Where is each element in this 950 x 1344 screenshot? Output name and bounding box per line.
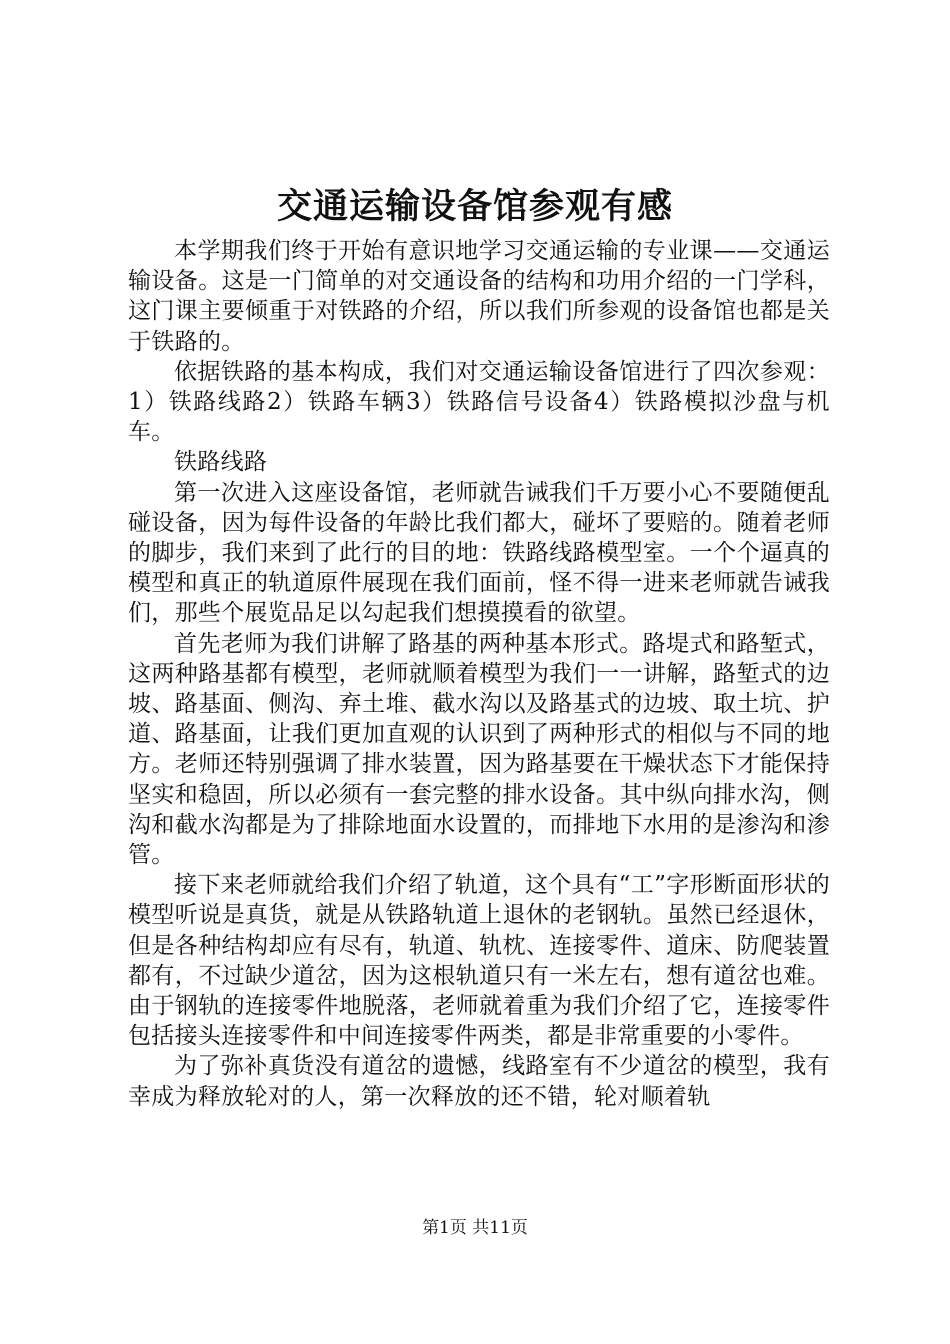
- page-footer: 第1页 共11页: [422, 1218, 528, 1238]
- section-heading: 铁路线路: [174, 449, 268, 476]
- paragraph: 为了弥补真货没有道岔的遗憾，线路室有不少道岔的模型，我有幸成为释放轮对的人，第一次释放的还不错，轮对顺着轨: [128, 1053, 830, 1110]
- paragraph: 第一次进入这座设备馆，老师就告诫我们千万要小心不要随便乱碰设备，因为每件设备的年龄比我们都大，碰坏了要赔的。随着老师的脚步，我们来到了此行的目的地：铁路线路模型室。一个个逼真的模型和真正的轨道原件展现在我们面前，怪不得一进来老师就告诫我们，那些个展览品足以勾起我们想摸摸看的欲望。: [128, 479, 830, 627]
- document-body: [128, 236, 830, 1112]
- paragraph: 本学期我们终于开始有意识地学习交通运输的专业课——交通运输设备。这是一门简单的对交通设备的结构和功用介绍的一门学科，这门课主要倾重于对铁路的介绍，所以我们所参观的设备馆也都是关于铁路的。: [128, 238, 830, 355]
- document-title: 交通运输设备馆参观有感: [276, 186, 673, 227]
- paragraph: 依据铁路的基本构成，我们对交通运输设备馆进行了四次参观：1）铁路线路2）铁路车辆3）铁路信号设备4）铁路模拟沙盘与机车。: [128, 358, 830, 446]
- paragraph: 接下来老师就给我们介绍了轨道，这个具有“工”字形断面形状的模型听说是真货，就是从铁路轨道上退休的老钢轨。虽然已经退休，但是各种结构却应有尽有，轨道、轨枕、连接零件、道床、防爬装置都有，不过缺少道岔，因为这根轨道只有一米左右，想有道岔也难。由于钢轨的连接零件地脱落，老师就着重为我们介绍了它，连接零件包括接头连接零件和中间连接零件两类，都是非常重要的小零件。: [128, 872, 830, 1050]
- paragraph: 首先老师为我们讲解了路基的两种基本形式。路堤式和路堑式，这两种路基都有模型，老师就顺着模型为我们一一讲解，路堑式的边坡、路基面、侧沟、弃土堆、截水沟以及路基式的边坡、取土坑、护道、路基面，让我们更加直观的认识到了两种形式的相似与不同的地方。老师还特别强调了排水装置，因为路基要在干燥状态下才能保持坚实和稳固，所以必须有一套完整的排水设备。其中纵向排水沟，侧沟和截水沟都是为了排除地面水设置的，而排地下水用的是渗沟和渗管。: [128, 630, 830, 869]
